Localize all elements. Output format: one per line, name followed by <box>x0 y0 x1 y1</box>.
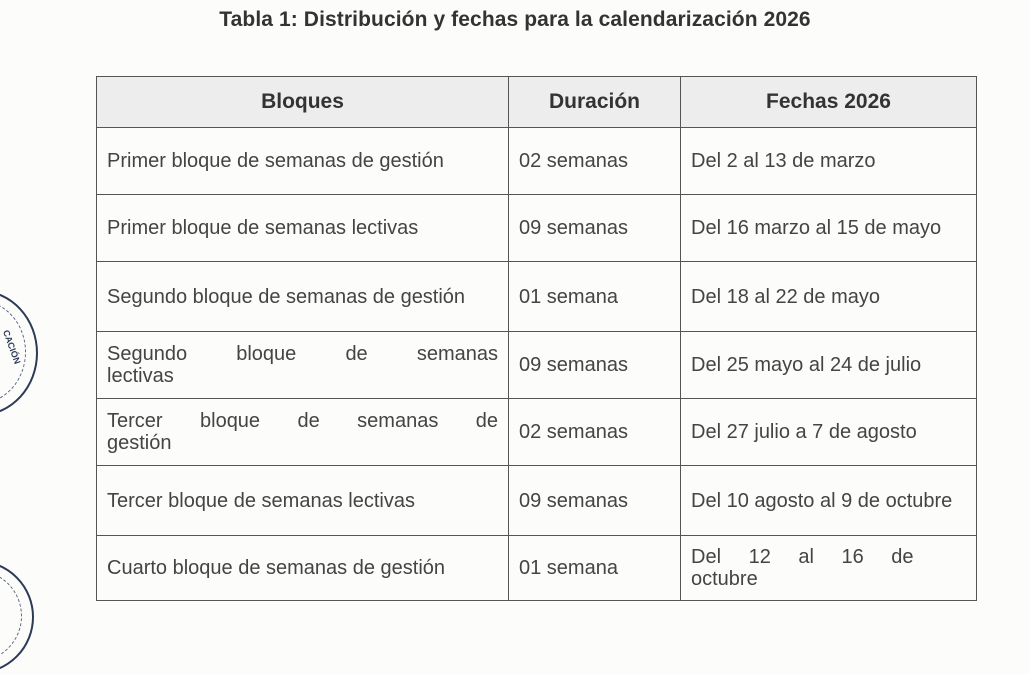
cell-duracion: 01 semana <box>509 536 681 601</box>
cell-bloque: Segundo bloque de semanas de gestión <box>97 262 509 332</box>
table-row <box>97 128 977 195</box>
official-seal-2-inner-ring <box>0 570 22 662</box>
cell-bloque: Primer bloque de semanas lectivas <box>97 195 509 262</box>
header-duracion: Duración <box>509 77 681 128</box>
cell-fechas: Del 12 al 16 de octubre <box>681 536 977 601</box>
cell-duracion: 02 semanas <box>509 399 681 466</box>
official-seal-1-text: CACIÓN <box>0 328 23 366</box>
table-row <box>97 195 977 262</box>
cell-bloque: Tercer bloque de semanas lectivas <box>97 466 509 536</box>
header-bloques: Bloques <box>97 77 509 128</box>
table-row <box>97 466 977 536</box>
cell-fechas: Del 10 agosto al 9 de octubre <box>681 466 977 536</box>
cell-bloque: Cuarto bloque de semanas de gestión <box>97 536 509 601</box>
cell-duracion: 09 semanas <box>509 195 681 262</box>
cell-fechas: Del 2 al 13 de marzo <box>681 128 977 195</box>
cell-duracion: 09 semanas <box>509 466 681 536</box>
cell-fechas: Del 16 marzo al 15 de mayo <box>681 195 977 262</box>
cell-bloque: Tercer bloque de semanas de gestión <box>97 399 509 466</box>
cell-fechas: Del 27 julio a 7 de agosto <box>681 399 977 466</box>
cell-duracion: 09 semanas <box>509 332 681 399</box>
cell-fechas: Del 18 al 22 de mayo <box>681 262 977 332</box>
header-fechas: Fechas 2026 <box>681 77 977 128</box>
table-row <box>97 536 977 601</box>
table-row <box>97 332 977 399</box>
calendar-table <box>96 76 977 601</box>
table-header-row <box>97 77 977 128</box>
table-row <box>97 262 977 332</box>
cell-bloque: Segundo bloque de semanas lectivas <box>97 332 509 399</box>
cell-bloque: Primer bloque de semanas de gestión <box>97 128 509 195</box>
table-row <box>97 399 977 466</box>
official-seal-2 <box>0 560 34 674</box>
cell-duracion: 02 semanas <box>509 128 681 195</box>
cell-fechas: Del 25 mayo al 24 de julio <box>681 332 977 399</box>
table-title: Tabla 1: Distribución y fechas para la calendarización 2026 <box>219 8 811 31</box>
cell-duracion: 01 semana <box>509 262 681 332</box>
official-seal-1 <box>0 290 38 416</box>
